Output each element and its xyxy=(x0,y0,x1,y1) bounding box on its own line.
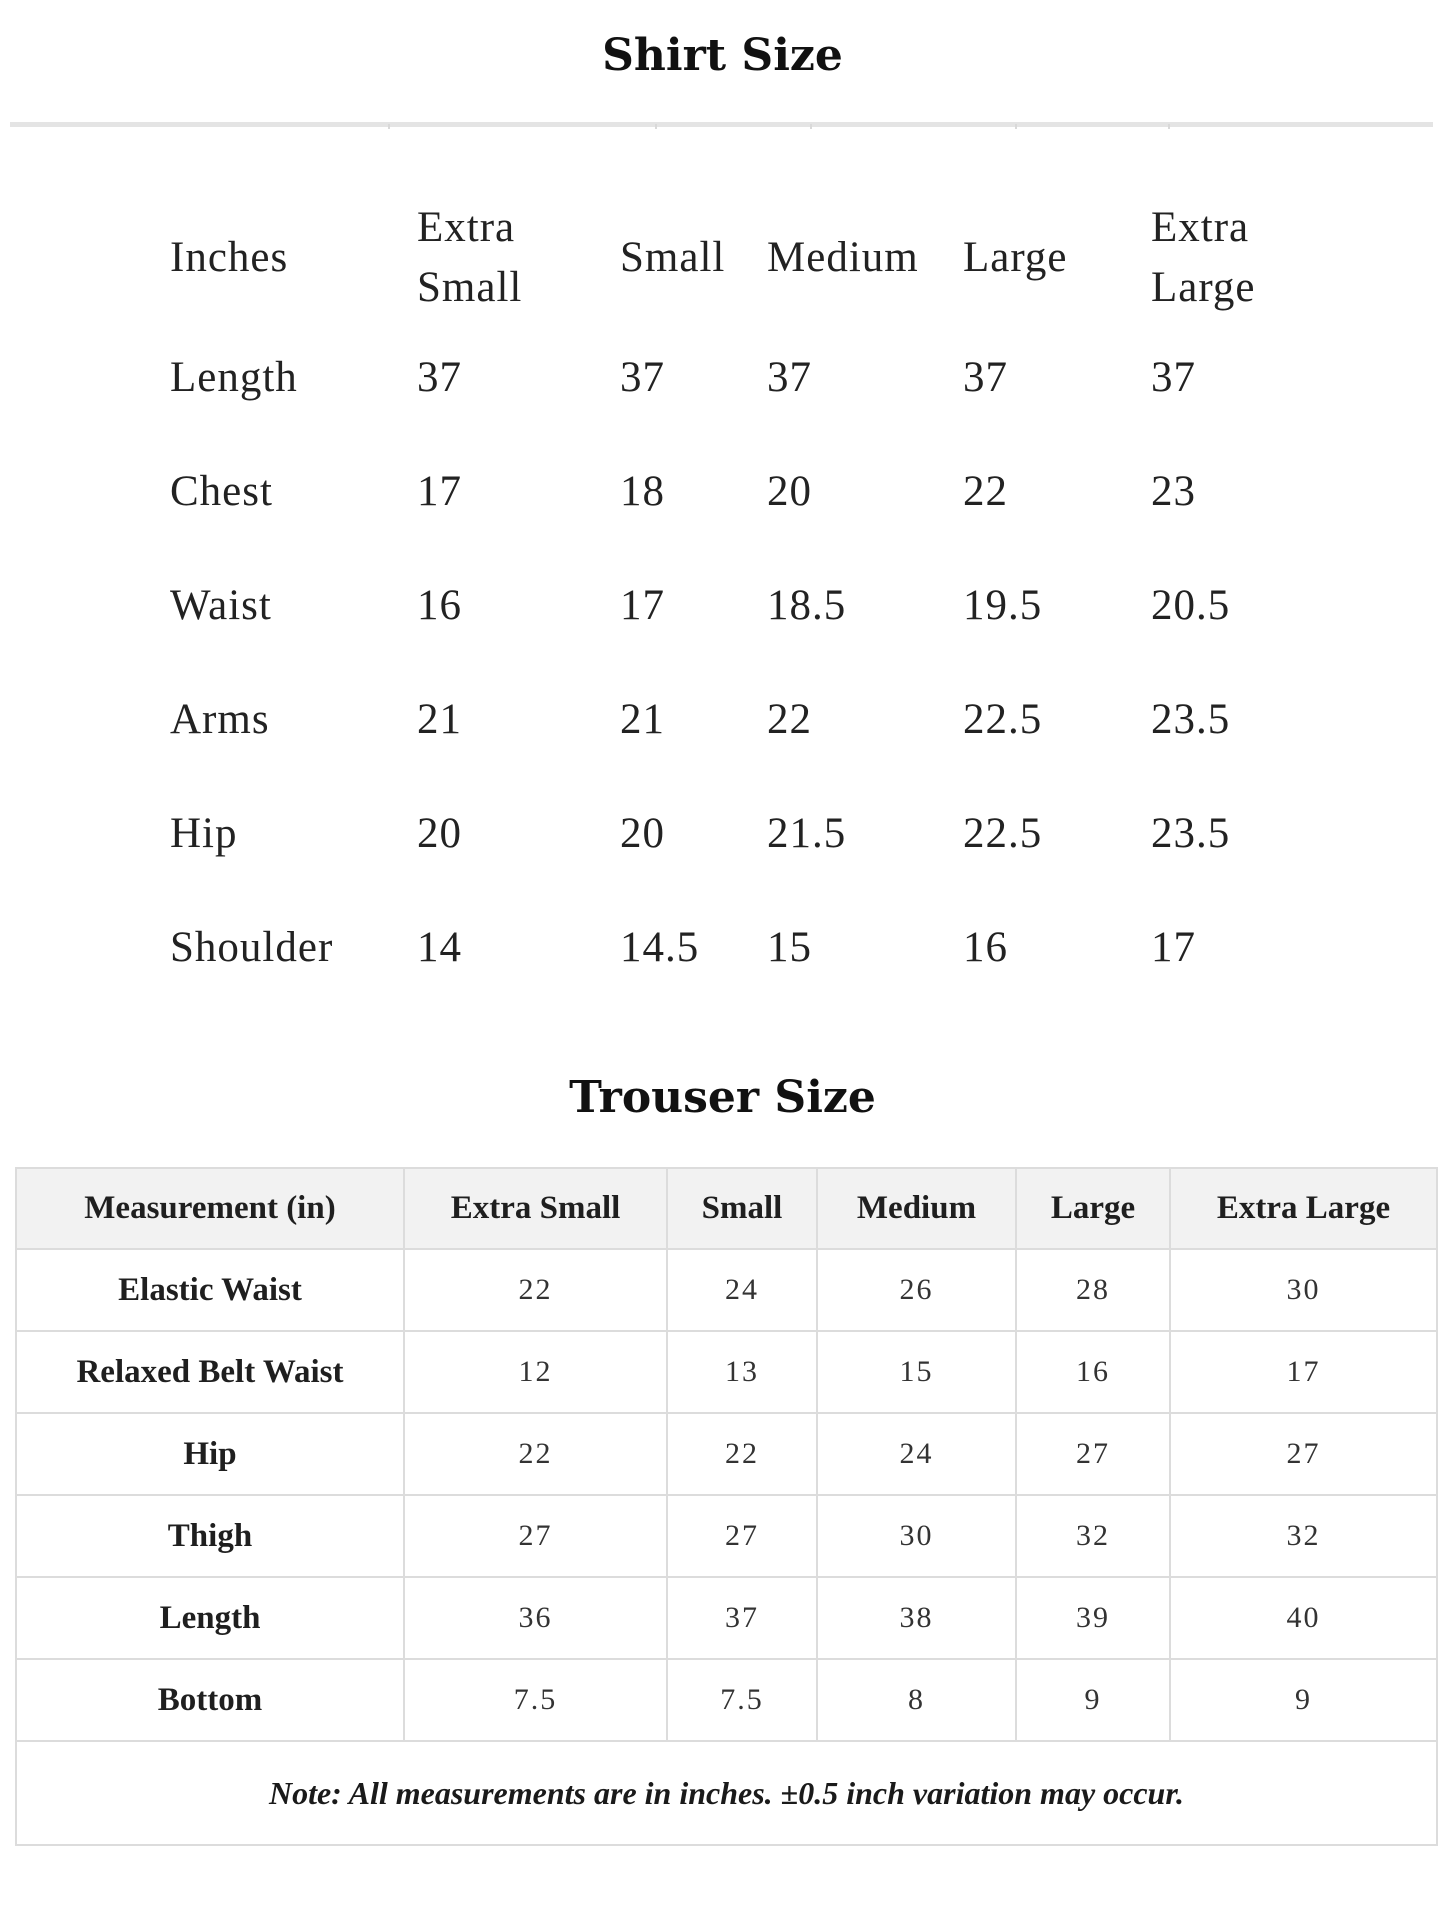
trouser-cell: 32 xyxy=(1016,1495,1170,1577)
shirt-cell: 20.5 xyxy=(1151,581,1231,629)
trouser-row-label: Length xyxy=(16,1577,404,1659)
shirt-cell: 22 xyxy=(963,467,1008,515)
shirt-cell: 20 xyxy=(620,809,665,857)
trouser-cell: 36 xyxy=(404,1577,667,1659)
trouser-row xyxy=(16,1413,1437,1495)
trouser-row xyxy=(16,1577,1437,1659)
trouser-row-label: Elastic Waist xyxy=(16,1249,404,1331)
shirt-cell: 22.5 xyxy=(963,695,1043,743)
shirt-header-line: Large xyxy=(963,234,1068,281)
trouser-cell: 30 xyxy=(817,1495,1016,1577)
trouser-cell: 12 xyxy=(404,1331,667,1413)
trouser-header-row xyxy=(16,1168,1437,1249)
shirt-row-label: Chest xyxy=(170,467,273,515)
trouser-cell: 9 xyxy=(1170,1659,1437,1741)
shirt-row xyxy=(170,320,1300,434)
shirt-cell: 16 xyxy=(417,581,462,629)
trouser-size-table xyxy=(15,1167,1438,1846)
shirt-size-table xyxy=(170,196,1300,1004)
shirt-cell: 18.5 xyxy=(767,581,847,629)
trouser-header-cell: Extra Small xyxy=(404,1168,667,1249)
shirt-header-line: Small xyxy=(417,264,523,311)
trouser-cell: 13 xyxy=(667,1331,817,1413)
trouser-cell: 22 xyxy=(404,1413,667,1495)
trouser-cell: 16 xyxy=(1016,1331,1170,1413)
trouser-row xyxy=(16,1659,1437,1741)
shirt-cell: 21 xyxy=(620,695,665,743)
shirt-row-label: Arms xyxy=(170,695,270,743)
shirt-size-title: Shirt Size xyxy=(602,30,843,81)
trouser-cell: 30 xyxy=(1170,1249,1437,1331)
shirt-title-divider xyxy=(10,122,1433,127)
shirt-cell: 19.5 xyxy=(963,581,1043,629)
shirt-header-cell xyxy=(417,196,620,320)
trouser-cell: 28 xyxy=(1016,1249,1170,1331)
shirt-cell: 37 xyxy=(1151,353,1196,401)
trouser-cell: 24 xyxy=(817,1413,1016,1495)
shirt-cell: 37 xyxy=(417,353,462,401)
trouser-cell: 27 xyxy=(404,1495,667,1577)
trouser-row-label: Bottom xyxy=(16,1659,404,1741)
trouser-cell: 26 xyxy=(817,1249,1016,1331)
trouser-cell: 7.5 xyxy=(667,1659,817,1741)
shirt-cell: 17 xyxy=(1151,923,1196,971)
shirt-header-cell xyxy=(620,196,767,320)
measurement-note: Note: All measurements are in inches. ±0.5 inch variation may occur. xyxy=(16,1741,1437,1845)
shirt-header-cell xyxy=(170,196,417,320)
shirt-cell: 21.5 xyxy=(767,809,847,857)
trouser-cell: 7.5 xyxy=(404,1659,667,1741)
trouser-cell: 9 xyxy=(1016,1659,1170,1741)
trouser-cell: 22 xyxy=(667,1413,817,1495)
trouser-cell: 27 xyxy=(1170,1413,1437,1495)
shirt-row xyxy=(170,434,1300,548)
shirt-row xyxy=(170,890,1300,1004)
shirt-row-label: Hip xyxy=(170,809,238,857)
trouser-row-label: Thigh xyxy=(16,1495,404,1577)
note-row xyxy=(16,1741,1437,1845)
shirt-cell: 17 xyxy=(620,581,665,629)
trouser-size-title: Trouser Size xyxy=(569,1072,876,1123)
trouser-cell: 27 xyxy=(667,1495,817,1577)
trouser-cell: 37 xyxy=(667,1577,817,1659)
trouser-cell: 32 xyxy=(1170,1495,1437,1577)
shirt-cell: 18 xyxy=(620,467,665,515)
shirt-cell: 20 xyxy=(767,467,812,515)
trouser-cell: 39 xyxy=(1016,1577,1170,1659)
divider-tick xyxy=(810,124,812,129)
shirt-cell: 14.5 xyxy=(620,923,700,971)
divider-tick xyxy=(388,124,390,129)
shirt-cell: 20 xyxy=(417,809,462,857)
shirt-cell: 23.5 xyxy=(1151,695,1231,743)
shirt-header-line: Inches xyxy=(170,234,289,281)
shirt-header-cell xyxy=(1151,196,1300,320)
shirt-cell: 37 xyxy=(767,353,812,401)
shirt-header-row xyxy=(170,196,1300,320)
shirt-header-cell xyxy=(767,196,963,320)
trouser-cell: 40 xyxy=(1170,1577,1437,1659)
shirt-header-line: Large xyxy=(1151,264,1256,311)
trouser-cell: 15 xyxy=(817,1331,1016,1413)
trouser-row xyxy=(16,1249,1437,1331)
trouser-row-label: Hip xyxy=(16,1413,404,1495)
trouser-row-label: Relaxed Belt Waist xyxy=(16,1331,404,1413)
trouser-cell: 17 xyxy=(1170,1331,1437,1413)
shirt-row-label: Shoulder xyxy=(170,923,334,971)
trouser-cell: 24 xyxy=(667,1249,817,1331)
trouser-row xyxy=(16,1495,1437,1577)
trouser-header-cell: Large xyxy=(1016,1168,1170,1249)
shirt-cell: 37 xyxy=(620,353,665,401)
trouser-cell: 22 xyxy=(404,1249,667,1331)
trouser-cell: 27 xyxy=(1016,1413,1170,1495)
divider-tick xyxy=(1168,124,1170,129)
shirt-row xyxy=(170,662,1300,776)
trouser-cell: 38 xyxy=(817,1577,1016,1659)
shirt-row xyxy=(170,548,1300,662)
shirt-cell: 17 xyxy=(417,467,462,515)
trouser-header-cell: Measurement (in) xyxy=(16,1168,404,1249)
divider-tick xyxy=(655,124,657,129)
shirt-cell: 15 xyxy=(767,923,812,971)
trouser-row xyxy=(16,1331,1437,1413)
trouser-header-cell: Medium xyxy=(817,1168,1016,1249)
shirt-header-line: Medium xyxy=(767,234,919,281)
shirt-cell: 16 xyxy=(963,923,1008,971)
shirt-cell: 21 xyxy=(417,695,462,743)
shirt-cell: 23 xyxy=(1151,467,1196,515)
trouser-cell: 8 xyxy=(817,1659,1016,1741)
shirt-header-line: Small xyxy=(620,234,726,281)
shirt-cell: 23.5 xyxy=(1151,809,1231,857)
shirt-header-line: Extra xyxy=(1151,204,1250,251)
shirt-cell: 22.5 xyxy=(963,809,1043,857)
trouser-header-cell: Extra Large xyxy=(1170,1168,1437,1249)
shirt-header-cell xyxy=(963,196,1151,320)
divider-tick xyxy=(1015,124,1017,129)
shirt-row xyxy=(170,776,1300,890)
shirt-cell: 14 xyxy=(417,923,462,971)
trouser-header-cell: Small xyxy=(667,1168,817,1249)
shirt-row-label: Waist xyxy=(170,581,272,629)
shirt-cell: 22 xyxy=(767,695,812,743)
shirt-cell: 37 xyxy=(963,353,1008,401)
shirt-row-label: Length xyxy=(170,353,298,401)
shirt-header-line: Extra xyxy=(417,204,516,251)
